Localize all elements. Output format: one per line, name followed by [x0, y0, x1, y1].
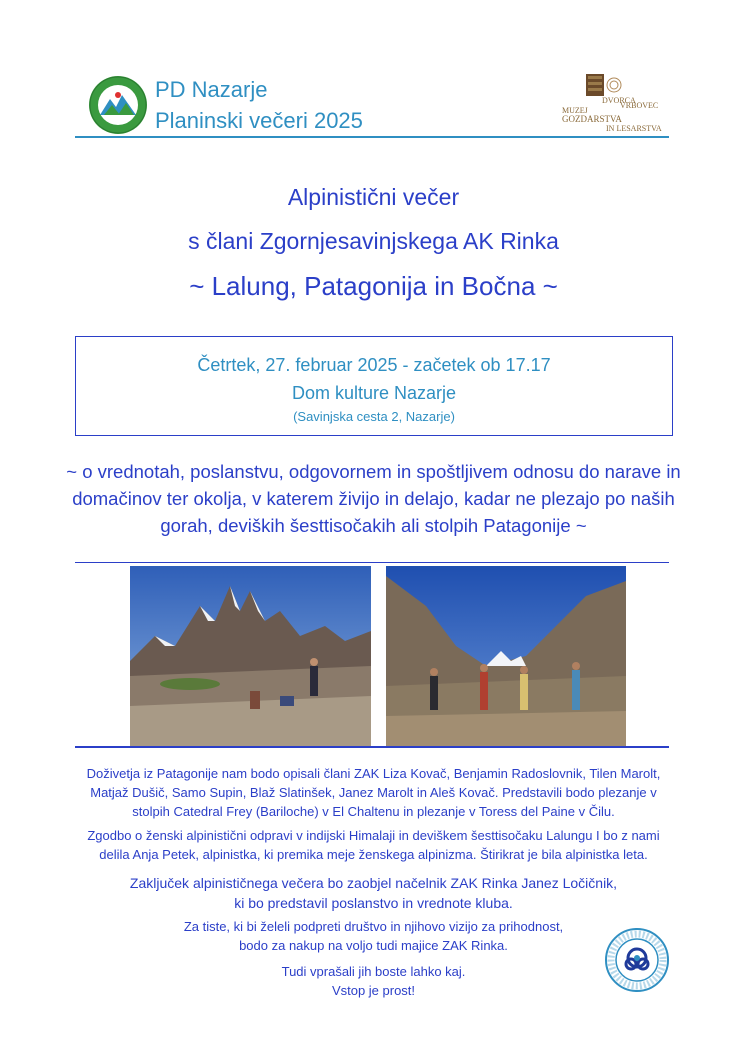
event-info-box — [75, 336, 673, 436]
title-line-2: s člani Zgornjesavinjskega AK Rinka — [188, 228, 559, 254]
paragraph-line: Matjaž Dušič, Samo Supin, Blaž Slatinšek, Janez Marolt in Aleš Kovač. Predstavili bodo plezanje v — [90, 785, 657, 800]
paragraph-line: Zgodbo o ženski alpinistični odpravi v indijski Himalaji in deviškem šesttisočaku Lalungu I bo z nami — [87, 828, 660, 843]
tagline: ~ o vrednotah, poslanstvu, odgovornem in spoštljivem odnosu do narave in domačinov ter okolja, v katerem živijo in delajo, kadar ne plezajo po naših gorah, deviških šesttisočakih ali stolpih Patagonije ~ — [66, 461, 681, 536]
title-line-1: Alpinistični večer — [287, 184, 460, 210]
paragraph-closing — [60, 962, 687, 1000]
paragraph-support — [60, 917, 687, 955]
museum-logo — [562, 70, 662, 132]
photo-top-divider — [75, 562, 669, 563]
museum-label-3: IN LESARSTVA — [606, 124, 662, 133]
series-title: Planinski večeri 2025 — [155, 108, 363, 133]
paragraph-line: Za tiste, ki bi želeli podpreti društvo in njihovo vizijo za prihodnost, — [183, 919, 564, 934]
patagonia-photo-1 — [130, 566, 371, 746]
event-address: (Savinjska cesta 2, Nazarje) — [293, 409, 455, 424]
museum-label-1: MUZEJ — [562, 106, 588, 115]
museum-label-2: GOZDARSTVA — [562, 114, 622, 124]
paragraph-patagonia — [60, 764, 687, 821]
paragraph-line: stolpih Catedral Frey (Bariloche) v El Chaltenu in plezanje v Toress del Paine v Čilu. — [132, 804, 615, 819]
paragraph-himalaya — [60, 826, 687, 864]
wood-rings-icon — [586, 72, 622, 98]
event-venue: Dom kulture Nazarje — [291, 383, 457, 403]
title-line-3: ~ Lalung, Patagonija in Bočna ~ — [189, 271, 558, 301]
paragraph-line: ki bo predstavil poslanstvo in vrednote kluba. — [234, 895, 513, 911]
club-logo-icon — [88, 75, 148, 135]
org-name: PD Nazarje — [155, 77, 268, 102]
paragraph-line: Tudi vprašali jih boste lahko kaj. — [281, 964, 466, 979]
paragraph-line: Vstop je prost! — [331, 983, 416, 998]
event-date-time: Četrtek, 27. februar 2025 - začetek ob 17.17 — [197, 355, 551, 375]
paragraph-line: Zaključek alpinističnega večera bo zaobjel načelnik ZAK Rinka Janez Ločičnik, — [129, 875, 618, 891]
photo-bottom-divider — [75, 746, 669, 748]
museum-label-4: DVORCA — [602, 96, 636, 105]
paragraph-line: delila Anja Petek, alpinistka, ki premika meje ženskega alpinizma. Štirikrat je bila alpinistka leta. — [99, 847, 648, 862]
paragraph-conclusion — [60, 873, 687, 913]
rinka-club-logo-icon — [605, 928, 669, 992]
header-divider — [75, 136, 669, 138]
patagonia-photo-2 — [386, 566, 626, 746]
paragraph-line: Doživetja iz Patagonije nam bodo opisali člani ZAK Liza Kovač, Benjamin Radoslovnik, Tilen Marolt, — [86, 766, 661, 781]
paragraph-line: bodo za nakup na voljo tudi majice ZAK Rinka. — [239, 938, 508, 953]
museum-label-5: VRBOVEC — [620, 101, 659, 110]
